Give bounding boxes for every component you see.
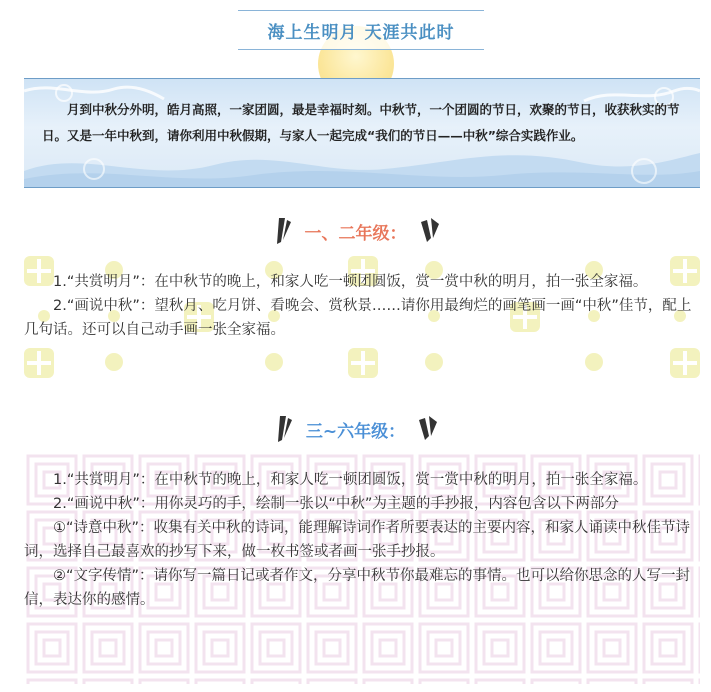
page-title: 海上生明月 天涯共此时 xyxy=(267,22,455,43)
section2-item2: 2.“画说中秋”：用你灵巧的手，绘制一张以“中秋”为主题的手抄报，内容包含以下两部分 xyxy=(53,496,619,512)
brush-right-icon xyxy=(417,216,443,246)
brush-right-icon xyxy=(415,414,441,444)
section1-item2: 2.“画说中秋”：望秋月、吃月饼、看晚会、赏秋景……请你用最绚烂的画笔画一画“中秋”佳节，配上几句话。还可以自己动手画一张全家福。 xyxy=(24,298,692,338)
title-banner xyxy=(0,0,711,80)
brush-left-icon xyxy=(270,414,296,444)
section1-heading-text: 一、二年级： xyxy=(304,223,407,244)
section2-item4: ②“文字传情”：请你写一篇日记或者作文，分享中秋节你最难忘的事情。也可以给你思念的人写一封信，表达你的感情。 xyxy=(24,568,691,608)
section1-item1: 1.“共赏明月”：在中秋节的晚上，和家人吃一顿团圆饭，赏一赏中秋的明月，拍一张全家福。 xyxy=(53,274,648,290)
section2-item1: 1.“共赏明月”：在中秋节的晚上，和家人吃一顿团圆饭，赏一赏中秋的明月，拍一张全家福。 xyxy=(53,472,648,488)
section2-body xyxy=(24,468,700,612)
intro-text: 月到中秋分外明，皓月高照，一家团圆，最是幸福时刻。中秋节，一个团圆的节日，欢聚的节日，收获秋实的节日。又是一年中秋到，请你利用中秋假期，与家人一起完成“我们的节日——中秋”综合实践作业。 xyxy=(42,102,680,143)
section1-body xyxy=(24,270,700,342)
intro-panel xyxy=(24,78,700,188)
section-heading-grades-1-2 xyxy=(0,214,711,248)
section-heading-grades-3-6 xyxy=(0,412,711,446)
title-box xyxy=(238,10,484,50)
section2-item3: ①“诗意中秋”：收集有关中秋的诗词，能理解诗词作者所要表达的主要内容，和家人诵读中秋佳节诗词，选择自己最喜欢的抄写下来，做一枚书签或者画一张手抄报。 xyxy=(24,520,691,560)
brush-left-icon xyxy=(269,216,295,246)
section2-heading-text: 三~六年级： xyxy=(305,421,406,442)
